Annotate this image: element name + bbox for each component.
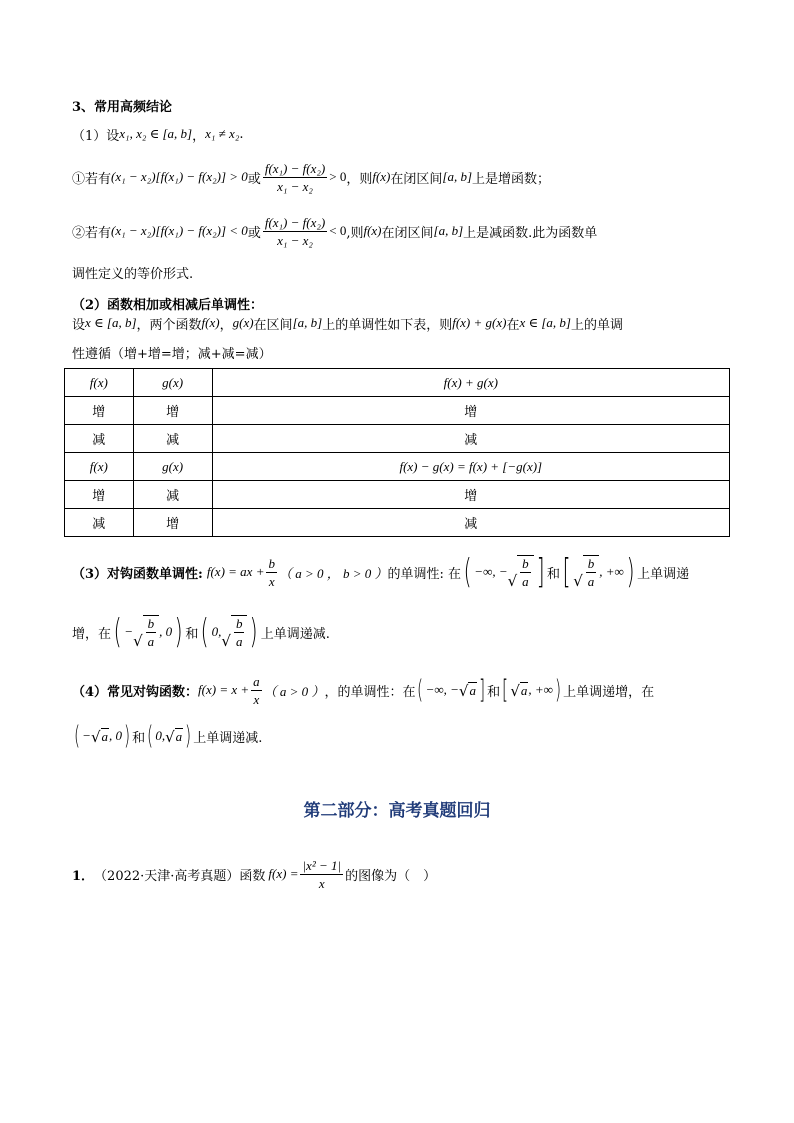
- sqrt-icon: √: [458, 681, 469, 700]
- monotonicity-table: [64, 368, 730, 537]
- item4-condition: （ a > 0 ）: [263, 683, 325, 699]
- item2-x-in-interval: x ∈ [a, b]: [85, 315, 137, 330]
- table-cell: 减: [212, 425, 729, 453]
- left-paren-icon: (: [463, 552, 472, 592]
- table-cell: 减: [212, 509, 729, 537]
- sqrt-icon: √: [90, 727, 101, 746]
- line2-or: 或: [247, 225, 261, 241]
- item3-text-c: 上单调递: [637, 566, 690, 582]
- item3-heading: （3）对钩函数单调性:: [72, 566, 203, 582]
- sqrt-frac-den: a: [147, 634, 155, 649]
- left-paren-icon: (: [74, 721, 81, 751]
- line1-text-a: ①若有: [72, 171, 112, 187]
- item4-heading: （4）常见对钩函数：: [72, 684, 199, 700]
- line2-fraction-numerator: f(x₁) − f(x₂): [264, 214, 326, 230]
- sqrt-b-over-a: [508, 555, 534, 589]
- table-row: [65, 425, 730, 453]
- item4-a-over-x: [251, 674, 262, 707]
- sqrt-a: [510, 682, 528, 699]
- line2-fx: f(x): [363, 223, 382, 238]
- item3-text-b: 的单调性: 在: [387, 566, 462, 582]
- question-frac-den: x: [318, 875, 325, 891]
- right-bracket-icon: ]: [536, 552, 545, 592]
- sqrt-icon: √: [510, 681, 520, 700]
- table-cell: 增: [133, 509, 212, 537]
- item4-interval2-end: , +∞: [528, 682, 553, 697]
- table-cell: 增: [212, 481, 729, 509]
- sqrt-a: [91, 728, 109, 745]
- left-paren-icon: (: [201, 612, 210, 652]
- sqrt-radicand: a: [520, 682, 528, 698]
- line1-product-expr: (x₁ − x₂)[f(x₁) − f(x₂)] > 0: [111, 169, 248, 184]
- question-fraction: [300, 858, 343, 891]
- sqrt-radicand: a: [469, 682, 476, 698]
- part2-title: 第二部分：高考真题回归: [303, 801, 491, 821]
- sqrt-icon: √: [133, 632, 143, 650]
- increasing-criterion-line: [72, 157, 550, 197]
- right-paren-icon: ): [250, 612, 259, 652]
- sqrt-a: [459, 682, 477, 699]
- sqrt-frac-den: a: [235, 634, 243, 649]
- table-cell: 增: [212, 397, 729, 425]
- item4-text-d: 上单调递减.: [193, 730, 263, 746]
- line2-difference-quotient: [263, 215, 327, 248]
- line1-difference-quotient: [263, 161, 327, 194]
- question-source: （2022·天津·高考真题）函数: [94, 868, 266, 884]
- table-cell: 减: [133, 425, 212, 453]
- line1-fraction-denominator: x₁ − x₂: [277, 178, 313, 194]
- line2-text-d: 上是减函数.此为函数单: [463, 225, 598, 241]
- sqrt-icon: √: [165, 727, 175, 746]
- sqrt-frac-den: a: [587, 574, 595, 589]
- line2-text-a: ②若有: [72, 225, 112, 241]
- item4-text-c: 上单调递增，在: [563, 684, 655, 700]
- item3-text-e: 上单调递减.: [260, 626, 330, 642]
- line2-product-expr: (x₁ − x₂)[f(x₁) − f(x₂)] < 0: [111, 223, 248, 238]
- item3-interval4-start: 0,: [211, 624, 222, 639]
- table-row: [65, 397, 730, 425]
- sqrt-frac-num: b: [147, 616, 155, 631]
- item3-interval2-end: , +∞: [599, 564, 624, 579]
- table-cell: g(x): [133, 369, 212, 397]
- decreasing-criterion-line: [72, 211, 597, 251]
- table-cell: g(x): [133, 453, 212, 481]
- sqrt-icon: √: [221, 632, 231, 650]
- line1-text-b: ，则: [346, 171, 373, 187]
- question-number: 1．: [72, 868, 95, 884]
- item2-interval: [a, b]: [292, 315, 323, 330]
- item3-line: [72, 549, 689, 595]
- item4-interval3-end: , 0: [109, 728, 122, 743]
- question-frac-num: |x² − 1|: [302, 857, 342, 873]
- item4-interval3-minus: −: [82, 728, 91, 743]
- right-paren-icon: ): [626, 552, 635, 592]
- item1-condition: x₁, x₂ ∈ [a, b]: [119, 126, 193, 141]
- line1-greater-zero: > 0: [329, 169, 347, 184]
- item4-and: 和: [487, 684, 501, 700]
- item4-and2: 和: [132, 730, 146, 746]
- right-bracket-icon: ]: [479, 675, 486, 705]
- sqrt-b-over-a: [221, 615, 247, 649]
- line2-fraction-denominator: x₁ − x₂: [277, 232, 313, 248]
- item1-end: .: [239, 126, 244, 142]
- line1-fraction-numerator: f(x₁) − f(x₂): [264, 160, 326, 176]
- table-cell: 增: [133, 397, 212, 425]
- table-cell: f(x): [65, 453, 134, 481]
- table-cell: f(x) + g(x): [212, 369, 729, 397]
- item2-continuation: 性遵循（增+增=增；减+减=减）: [72, 347, 272, 362]
- left-bracket-icon: [: [502, 675, 509, 705]
- table-row: [65, 481, 730, 509]
- item1-separator: ，: [192, 128, 206, 144]
- item3-frac-num: b: [268, 555, 275, 571]
- item3-interval3-minus: −: [124, 624, 134, 639]
- left-paren-icon: (: [147, 721, 154, 751]
- item4-line2: [72, 720, 262, 752]
- item3-b-over-x: [266, 556, 277, 589]
- line1-interval: [a, b]: [442, 169, 473, 184]
- line1-fx: f(x): [372, 169, 391, 184]
- question-tail: 的图像为（ ）: [345, 868, 437, 884]
- sqrt-b-over-a: [133, 615, 159, 649]
- item4-interval4-start: 0,: [155, 728, 166, 743]
- item2-text-d: 在区间: [253, 317, 293, 333]
- line2-continuation: 调性定义的等价形式.: [72, 267, 194, 282]
- item2-line: [72, 313, 623, 333]
- item2-text-a: 设: [72, 317, 86, 333]
- left-paren-icon: (: [113, 612, 122, 652]
- table-cell: 减: [65, 509, 134, 537]
- right-paren-icon: ): [185, 721, 192, 751]
- sqrt-icon: √: [573, 572, 583, 590]
- line2-text-c: 在闭区间: [381, 225, 434, 241]
- question-function: f(x) =: [268, 866, 299, 881]
- item2-fx: f(x): [201, 315, 220, 330]
- table-cell: 增: [65, 481, 134, 509]
- table-cell: 减: [65, 425, 134, 453]
- item1-line: [72, 124, 243, 144]
- sqrt-frac-num: b: [522, 556, 529, 571]
- line2-interval: [a, b]: [433, 223, 464, 238]
- line2-text-b: ,则: [346, 225, 364, 241]
- left-bracket-icon: [: [562, 552, 571, 592]
- table-cell: f(x): [65, 369, 134, 397]
- item2-heading: （2）函数相加或相减后单调性：: [72, 298, 264, 313]
- item1-prefix: （1）设: [72, 128, 120, 144]
- item3-interval3-end: , 0: [159, 624, 173, 639]
- item3-condition: （ a > 0 ， b > 0 ）: [278, 565, 388, 581]
- right-paren-icon: ): [124, 721, 131, 751]
- item1-condition2: x₁ ≠ x₂: [205, 126, 240, 141]
- item2-text-c: ，: [219, 317, 233, 333]
- sqrt-a: [165, 728, 183, 745]
- question-1: [72, 854, 436, 894]
- table-row: [65, 453, 730, 481]
- item4-function: f(x) = x +: [198, 682, 250, 697]
- table-cell: 减: [133, 481, 212, 509]
- sqrt-b-over-a: [573, 555, 599, 589]
- item3-text-d: 增，在: [72, 626, 112, 642]
- table-cell: 增: [65, 397, 134, 425]
- item4-text-b: ，的单调性：在: [324, 684, 416, 700]
- sqrt-frac-den: a: [522, 574, 529, 589]
- item3-and2: 和: [185, 626, 199, 642]
- section-heading: 3、常用高频结论: [72, 100, 173, 115]
- table-cell: f(x) − g(x) = f(x) + [−g(x)]: [212, 453, 729, 481]
- table-row: [65, 369, 730, 397]
- item2-text-f: 在: [506, 317, 520, 333]
- item3-and: 和: [546, 566, 560, 582]
- line2-less-zero: < 0: [329, 223, 347, 238]
- sqrt-frac-num: b: [587, 556, 595, 571]
- sqrt-icon: √: [507, 572, 518, 590]
- item3-function: f(x) = ax +: [206, 564, 265, 579]
- sqrt-frac-num: b: [235, 616, 243, 631]
- line1-text-c: 在闭区间: [390, 171, 443, 187]
- line1-text-d: 上是增函数；: [472, 171, 551, 187]
- item2-x-in-interval-2: x ∈ [a, b]: [519, 315, 571, 330]
- item4-frac-num: a: [253, 673, 260, 689]
- item2-text-b: ，两个函数: [136, 317, 202, 333]
- line1-or: 或: [247, 171, 261, 187]
- item2-sum: f(x) + g(x): [452, 315, 507, 330]
- sqrt-radicand: a: [101, 728, 108, 744]
- right-paren-icon: ): [174, 612, 183, 652]
- left-paren-icon: (: [417, 675, 424, 705]
- item4-frac-den: x: [253, 691, 260, 707]
- item2-text-e: 上的单调性如下表，则: [322, 317, 453, 333]
- item3-frac-den: x: [268, 573, 275, 589]
- item4-interval1-start: −∞, −: [425, 682, 459, 697]
- item3-line2: [72, 609, 330, 655]
- right-paren-icon: ): [554, 675, 562, 705]
- item2-text-g: 上的单调: [570, 317, 623, 333]
- item2-gx: g(x): [232, 315, 254, 330]
- sqrt-radicand: a: [175, 728, 183, 744]
- item3-interval1-start: −∞, −: [474, 564, 508, 579]
- item4-line: [72, 670, 654, 710]
- table-row: [65, 509, 730, 537]
